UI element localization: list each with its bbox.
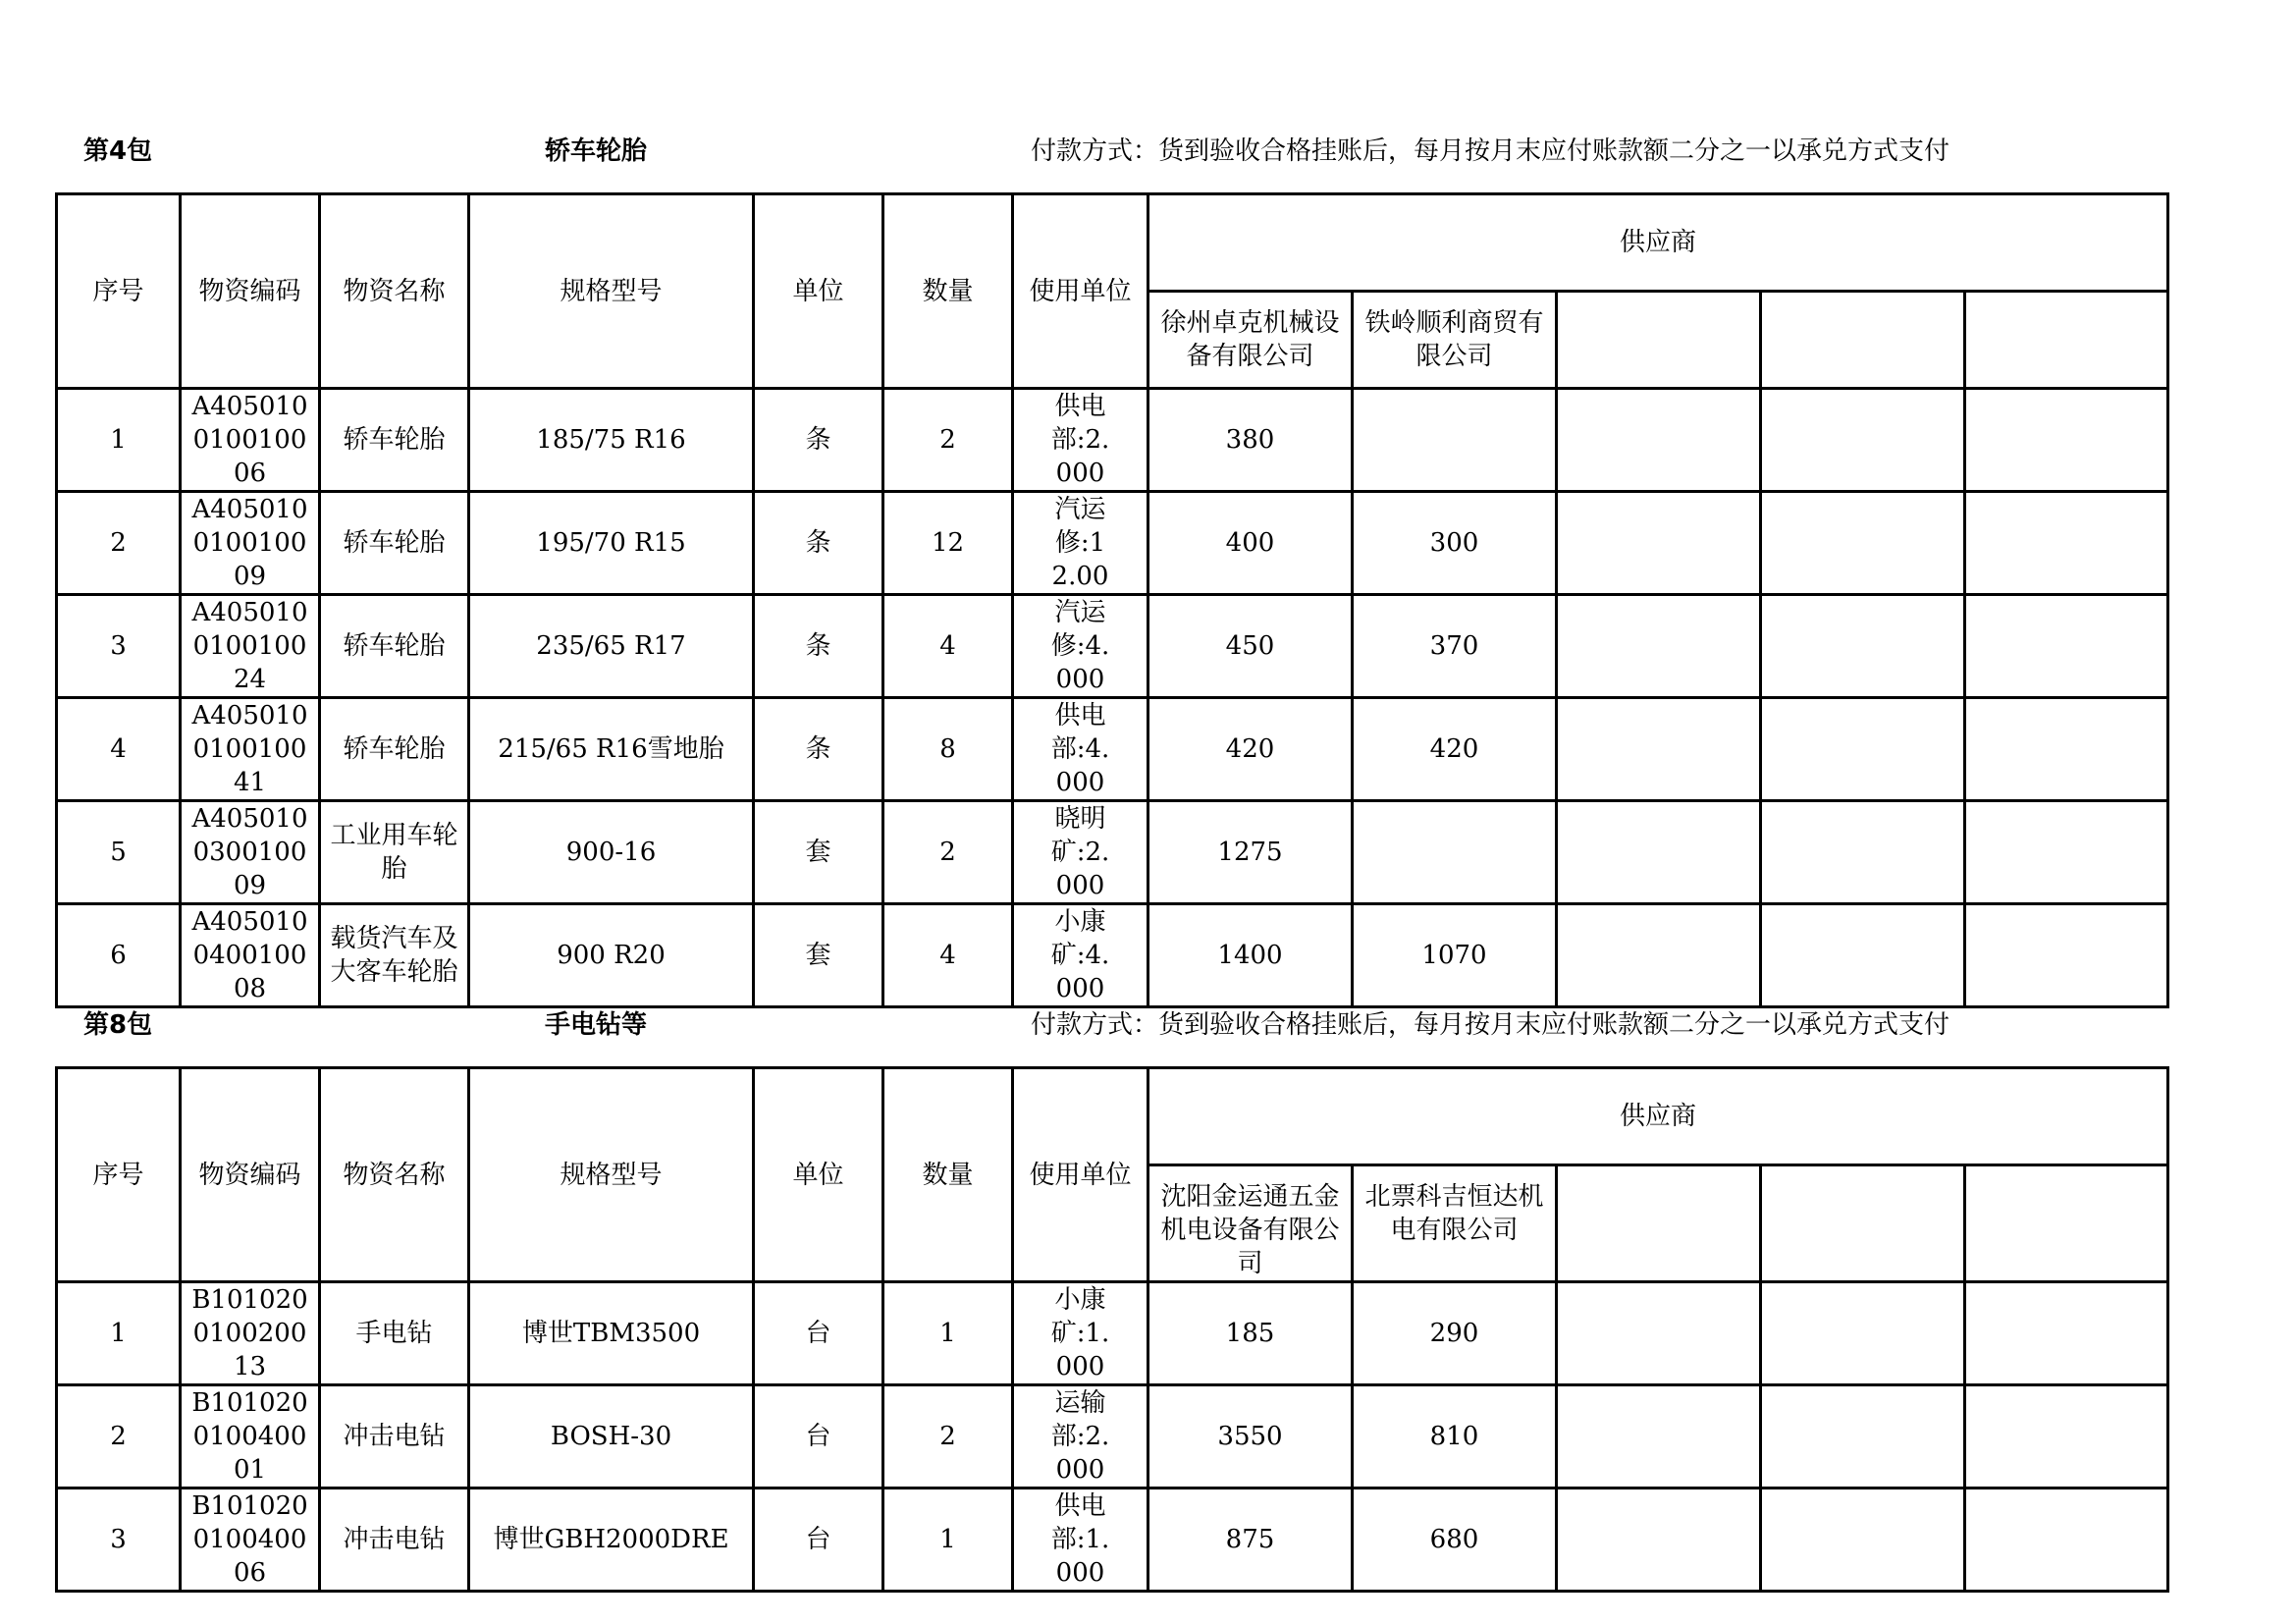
supplier-price: 810 (1353, 1385, 1557, 1489)
row-no: 2 (57, 492, 181, 595)
supplier-price (1965, 801, 2168, 904)
spec-model: 900 R20 (469, 904, 754, 1007)
supplier-price: 1400 (1148, 904, 1353, 1007)
quote-table-package-8 (55, 1066, 2169, 1593)
quantity: 8 (883, 698, 1013, 801)
supplier-price (1761, 904, 1965, 1007)
supplier-price (1965, 1489, 2168, 1592)
row-no: 5 (57, 801, 181, 904)
unit: 条 (754, 492, 883, 595)
supplier-name (1761, 1165, 1965, 1282)
supplier-name (1557, 1165, 1761, 1282)
table-row (57, 801, 2168, 904)
material-code: A405010010010024 (181, 595, 320, 698)
payment-terms-2: 付款方式：货到验收合格挂账后，每月按月末应付账款额二分之一以承兑方式支付 (1031, 1010, 1950, 1040)
spec-model: BOSH-30 (469, 1385, 754, 1489)
unit: 台 (754, 1385, 883, 1489)
supplier-price (1557, 595, 1761, 698)
spec-model: 195/70 R15 (469, 492, 754, 595)
supplier-price (1557, 698, 1761, 801)
quantity: 2 (883, 1385, 1013, 1489)
supplier-price: 450 (1148, 595, 1353, 698)
supplier-price (1353, 801, 1557, 904)
usage-unit: 小康矿:4.000 (1013, 904, 1148, 1007)
header-col-unit: 单位 (754, 1068, 883, 1282)
supplier-price (1557, 389, 1761, 492)
payment-terms-1: 付款方式：货到验收合格挂账后，每月按月末应付账款额二分之一以承兑方式支付 (1031, 136, 1950, 166)
header-col-no: 序号 (57, 1068, 181, 1282)
supplier-price: 875 (1148, 1489, 1353, 1592)
supplier-name: 北票科吉恒达机电有限公司 (1353, 1165, 1557, 1282)
supplier-price (1965, 904, 2168, 1007)
header-col-name: 物资名称 (320, 194, 469, 389)
supplier-name (1965, 1165, 2168, 1282)
quantity: 2 (883, 801, 1013, 904)
row-no: 2 (57, 1385, 181, 1489)
supplier-name: 徐州卓克机械设备有限公司 (1148, 292, 1353, 389)
unit: 台 (754, 1489, 883, 1592)
supplier-price: 420 (1148, 698, 1353, 801)
material-code: A405010010010009 (181, 492, 320, 595)
supplier-price (1761, 492, 1965, 595)
supplier-price (1965, 698, 2168, 801)
supplier-price (1557, 904, 1761, 1007)
usage-unit: 运输部:2.000 (1013, 1385, 1148, 1489)
spec-model: 博世GBH2000DRE (469, 1489, 754, 1592)
row-no: 3 (57, 595, 181, 698)
usage-unit: 供电部:4.000 (1013, 698, 1148, 801)
package-title-1: 轿车轮胎 (545, 136, 648, 166)
row-no: 1 (57, 389, 181, 492)
material-name: 轿车轮胎 (320, 698, 469, 801)
quantity: 2 (883, 389, 1013, 492)
quantity: 4 (883, 904, 1013, 1007)
row-no: 3 (57, 1489, 181, 1592)
material-name: 手电钻 (320, 1282, 469, 1385)
supplier-price: 3550 (1148, 1385, 1353, 1489)
material-code: B101020010020013 (181, 1282, 320, 1385)
material-code: A405010040010008 (181, 904, 320, 1007)
supplier-name (1965, 292, 2168, 389)
header-col-no: 序号 (57, 194, 181, 389)
package-label-1: 第4包 (83, 136, 153, 166)
supplier-price: 370 (1353, 595, 1557, 698)
usage-unit: 汽运修:4.000 (1013, 595, 1148, 698)
material-code: A405010030010009 (181, 801, 320, 904)
supplier-price (1761, 1385, 1965, 1489)
quantity: 4 (883, 595, 1013, 698)
material-name: 冲击电钻 (320, 1489, 469, 1592)
unit: 套 (754, 801, 883, 904)
header-col-qty: 数量 (883, 194, 1013, 389)
usage-unit: 汽运修:12.00 (1013, 492, 1148, 595)
spec-model: 185/75 R16 (469, 389, 754, 492)
row-no: 4 (57, 698, 181, 801)
header-supplier: 供应商 (1148, 1068, 2168, 1165)
supplier-price: 1275 (1148, 801, 1353, 904)
supplier-price (1965, 1282, 2168, 1385)
supplier-price (1761, 389, 1965, 492)
table-row (57, 1489, 2168, 1592)
supplier-price (1557, 801, 1761, 904)
usage-unit: 小康矿:1.000 (1013, 1282, 1148, 1385)
spec-model: 215/65 R16雪地胎 (469, 698, 754, 801)
supplier-price: 185 (1148, 1282, 1353, 1385)
material-name: 轿车轮胎 (320, 595, 469, 698)
supplier-price (1557, 1489, 1761, 1592)
quantity: 1 (883, 1489, 1013, 1592)
unit: 条 (754, 595, 883, 698)
supplier-price: 400 (1148, 492, 1353, 595)
supplier-price: 680 (1353, 1489, 1557, 1592)
package-label-2: 第8包 (83, 1010, 153, 1040)
supplier-price: 420 (1353, 698, 1557, 801)
table-row (57, 904, 2168, 1007)
supplier-price (1965, 389, 2168, 492)
usage-unit: 供电部:1.000 (1013, 1489, 1148, 1592)
supplier-price: 1070 (1353, 904, 1557, 1007)
spec-model: 博世TBM3500 (469, 1282, 754, 1385)
header-col-spec: 规格型号 (469, 1068, 754, 1282)
supplier-price (1557, 1282, 1761, 1385)
header-col-name: 物资名称 (320, 1068, 469, 1282)
supplier-price (1557, 492, 1761, 595)
unit: 套 (754, 904, 883, 1007)
supplier-price (1353, 389, 1557, 492)
quote-table-package-4 (55, 192, 2169, 1008)
header-col-qty: 数量 (883, 1068, 1013, 1282)
unit: 条 (754, 698, 883, 801)
header-supplier: 供应商 (1148, 194, 2168, 292)
table-row (57, 389, 2168, 492)
supplier-price (1965, 595, 2168, 698)
package-title-2: 手电钻等 (545, 1010, 648, 1040)
row-no: 1 (57, 1282, 181, 1385)
supplier-price (1965, 1385, 2168, 1489)
material-name: 工业用车轮胎 (320, 801, 469, 904)
usage-unit: 晓明矿:2.000 (1013, 801, 1148, 904)
header-col-unit: 单位 (754, 194, 883, 389)
table-row (57, 1385, 2168, 1489)
material-name: 轿车轮胎 (320, 492, 469, 595)
material-code: B101020010040006 (181, 1489, 320, 1592)
material-code: A405010010010041 (181, 698, 320, 801)
supplier-price (1761, 1282, 1965, 1385)
row-no: 6 (57, 904, 181, 1007)
supplier-price (1965, 492, 2168, 595)
header-col-spec: 规格型号 (469, 194, 754, 389)
material-name: 轿车轮胎 (320, 389, 469, 492)
unit: 台 (754, 1282, 883, 1385)
unit: 条 (754, 389, 883, 492)
header-col-user: 使用单位 (1013, 194, 1148, 389)
supplier-price (1761, 698, 1965, 801)
supplier-price (1761, 801, 1965, 904)
table-row (57, 492, 2168, 595)
header-col-user: 使用单位 (1013, 1068, 1148, 1282)
supplier-name (1557, 292, 1761, 389)
supplier-price: 290 (1353, 1282, 1557, 1385)
table-row (57, 698, 2168, 801)
supplier-name (1761, 292, 1965, 389)
quantity: 12 (883, 492, 1013, 595)
spec-model: 235/65 R17 (469, 595, 754, 698)
quantity: 1 (883, 1282, 1013, 1385)
usage-unit: 供电部:2.000 (1013, 389, 1148, 492)
supplier-price (1761, 595, 1965, 698)
header-col-code: 物资编码 (181, 1068, 320, 1282)
table-row (57, 1282, 2168, 1385)
supplier-name: 沈阳金运通五金机电设备有限公司 (1148, 1165, 1353, 1282)
material-code: A405010010010006 (181, 389, 320, 492)
supplier-name: 铁岭顺利商贸有限公司 (1353, 292, 1557, 389)
material-name: 载货汽车及大客车轮胎 (320, 904, 469, 1007)
header-col-code: 物资编码 (181, 194, 320, 389)
supplier-price: 300 (1353, 492, 1557, 595)
material-name: 冲击电钻 (320, 1385, 469, 1489)
supplier-price (1557, 1385, 1761, 1489)
material-code: B101020010040001 (181, 1385, 320, 1489)
table-row (57, 595, 2168, 698)
supplier-price: 380 (1148, 389, 1353, 492)
supplier-price (1761, 1489, 1965, 1592)
spec-model: 900-16 (469, 801, 754, 904)
